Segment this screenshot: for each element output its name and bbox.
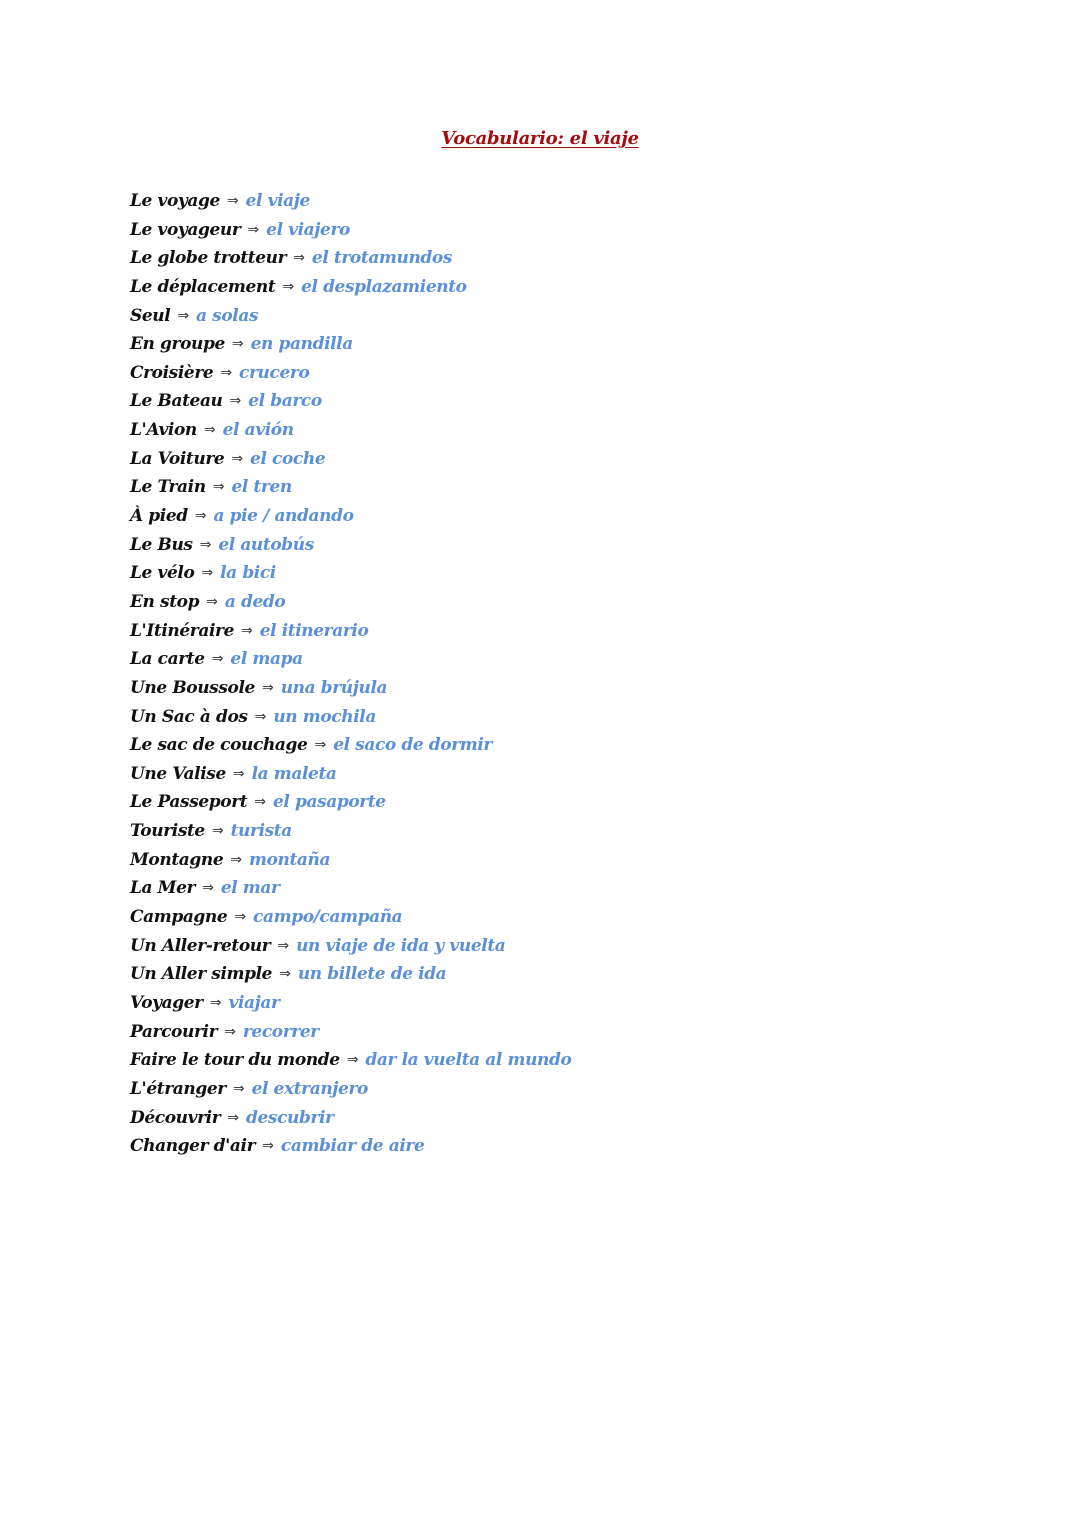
vocab-entry bbox=[130, 703, 571, 732]
french-term: L'Avion bbox=[130, 420, 197, 441]
arrow-icon: ⇒ bbox=[177, 307, 190, 324]
french-term: Touriste bbox=[130, 821, 205, 842]
arrow-icon: ⇒ bbox=[254, 794, 266, 811]
spanish-translation: el viajero bbox=[266, 219, 350, 240]
vocab-entry bbox=[130, 731, 571, 760]
spanish-translation: un mochila bbox=[273, 706, 376, 727]
arrow-icon: ⇒ bbox=[226, 193, 239, 209]
arrow-icon: ⇒ bbox=[211, 651, 224, 668]
arrow-icon: ⇒ bbox=[293, 250, 305, 267]
arrow-icon: ⇒ bbox=[209, 994, 222, 1011]
spanish-translation: la maleta bbox=[251, 763, 337, 784]
spanish-translation: recorrer bbox=[242, 1021, 319, 1042]
vocab-entry bbox=[130, 617, 571, 646]
arrow-icon: ⇒ bbox=[224, 1023, 236, 1040]
vocab-entry bbox=[130, 244, 571, 273]
vocab-entry bbox=[130, 302, 571, 331]
french-term: Une Boussole bbox=[130, 677, 255, 698]
french-term: Découvrir bbox=[130, 1107, 221, 1128]
french-term: En stop bbox=[130, 591, 200, 612]
vocab-entry bbox=[130, 502, 571, 531]
spanish-translation: el barco bbox=[248, 391, 322, 412]
arrow-icon: ⇒ bbox=[261, 679, 274, 696]
arrow-icon: ⇒ bbox=[206, 593, 218, 610]
arrow-icon: ⇒ bbox=[232, 765, 245, 782]
spanish-translation: la bici bbox=[220, 563, 276, 584]
vocab-entry bbox=[130, 788, 571, 817]
vocab-entry bbox=[130, 817, 571, 846]
arrow-icon: ⇒ bbox=[247, 221, 260, 238]
vocab-entry bbox=[130, 531, 571, 560]
vocab-entry bbox=[130, 645, 571, 674]
arrow-icon: ⇒ bbox=[279, 966, 291, 983]
vocab-entry bbox=[130, 874, 571, 903]
spanish-translation: campo/campaña bbox=[253, 907, 403, 928]
french-term: Un Aller-retour bbox=[130, 935, 271, 956]
french-term: La Voiture bbox=[130, 448, 225, 469]
arrow-icon: ⇒ bbox=[262, 1138, 274, 1155]
spanish-translation: el viaje bbox=[245, 191, 310, 211]
french-term: Le voyage bbox=[130, 191, 220, 211]
french-term: Une Valise bbox=[130, 763, 226, 784]
french-term: En groupe bbox=[130, 334, 225, 355]
french-term: À pied bbox=[130, 506, 188, 527]
french-term: L'Itinéraire bbox=[130, 620, 234, 641]
vocabulary-list bbox=[130, 187, 571, 1161]
vocab-entry bbox=[130, 960, 571, 989]
spanish-translation: el pasaporte bbox=[272, 792, 386, 813]
french-term: Campagne bbox=[130, 907, 228, 928]
arrow-icon: ⇒ bbox=[241, 622, 253, 639]
vocab-entry bbox=[130, 445, 571, 474]
spanish-translation: a solas bbox=[196, 305, 259, 326]
vocab-entry bbox=[130, 846, 571, 875]
spanish-translation: turista bbox=[230, 821, 292, 842]
spanish-translation: dar la vuelta al mundo bbox=[365, 1050, 572, 1071]
vocab-entry bbox=[130, 559, 571, 588]
arrow-icon: ⇒ bbox=[194, 508, 207, 525]
page-title: Vocabulario: el viaje bbox=[441, 128, 639, 149]
french-term: Parcourir bbox=[130, 1021, 218, 1042]
french-term: Le Bus bbox=[130, 534, 193, 555]
french-term: Le Train bbox=[130, 477, 206, 498]
vocab-entry bbox=[130, 273, 571, 302]
spanish-translation: el itinerario bbox=[259, 620, 369, 641]
french-term: Changer d'air bbox=[130, 1136, 256, 1157]
spanish-translation: el desplazamiento bbox=[301, 276, 467, 297]
french-term: Un Sac à dos bbox=[130, 706, 248, 727]
vocab-entry bbox=[130, 216, 571, 245]
vocab-entry bbox=[130, 760, 571, 789]
spanish-translation: el saco de dormir bbox=[333, 735, 492, 756]
arrow-icon: ⇒ bbox=[201, 565, 214, 582]
vocab-entry bbox=[130, 1132, 571, 1161]
arrow-icon: ⇒ bbox=[314, 737, 327, 754]
spanish-translation: el avión bbox=[222, 420, 294, 441]
spanish-translation: una brújula bbox=[280, 677, 388, 698]
vocab-entry bbox=[130, 1104, 571, 1133]
vocab-entry bbox=[130, 1018, 571, 1047]
french-term: Le voyageur bbox=[130, 219, 241, 240]
french-term: Croisière bbox=[130, 362, 214, 383]
arrow-icon: ⇒ bbox=[231, 450, 244, 467]
arrow-icon: ⇒ bbox=[230, 851, 242, 868]
french-term: Le globe trotteur bbox=[130, 248, 287, 269]
spanish-translation: a pie / andando bbox=[213, 506, 354, 527]
french-term: Le Passeport bbox=[130, 792, 248, 813]
french-term: Le Bateau bbox=[130, 391, 223, 412]
spanish-translation: un viaje de ida y vuelta bbox=[296, 935, 506, 956]
spanish-translation: el mar bbox=[220, 878, 280, 899]
spanish-translation: en pandilla bbox=[250, 334, 353, 355]
spanish-translation: el trotamundos bbox=[311, 248, 453, 269]
arrow-icon: ⇒ bbox=[202, 880, 214, 897]
arrow-icon: ⇒ bbox=[227, 1109, 239, 1126]
spanish-translation: descubrir bbox=[246, 1107, 334, 1128]
french-term: Voyager bbox=[130, 992, 203, 1013]
arrow-icon: ⇒ bbox=[203, 422, 216, 439]
french-term: La carte bbox=[130, 649, 205, 670]
arrow-icon: ⇒ bbox=[277, 937, 290, 954]
french-term: Un Aller simple bbox=[130, 964, 273, 985]
arrow-icon: ⇒ bbox=[346, 1052, 359, 1069]
spanish-translation: montaña bbox=[248, 849, 331, 870]
spanish-translation: un billete de ida bbox=[297, 964, 447, 985]
vocab-entry bbox=[130, 588, 571, 617]
french-term: La Mer bbox=[130, 878, 196, 899]
vocab-entry bbox=[130, 1075, 571, 1104]
spanish-translation: el mapa bbox=[230, 649, 303, 670]
vocab-entry bbox=[130, 330, 571, 359]
arrow-icon: ⇒ bbox=[282, 278, 295, 295]
vocab-entry bbox=[130, 989, 571, 1018]
vocab-entry bbox=[130, 359, 571, 388]
french-term: Seul bbox=[130, 305, 171, 326]
spanish-translation: el tren bbox=[231, 477, 292, 498]
french-term: Faire le tour du monde bbox=[130, 1050, 340, 1071]
vocab-entry bbox=[130, 473, 571, 502]
french-term: L'étranger bbox=[130, 1078, 226, 1099]
french-term: Le vélo bbox=[130, 563, 195, 584]
spanish-translation: viajar bbox=[228, 992, 280, 1013]
vocab-entry bbox=[130, 674, 571, 703]
arrow-icon: ⇒ bbox=[254, 708, 267, 725]
vocab-entry bbox=[130, 187, 571, 216]
french-term: Montagne bbox=[130, 849, 224, 870]
arrow-icon: ⇒ bbox=[212, 479, 225, 496]
arrow-icon: ⇒ bbox=[234, 909, 247, 926]
spanish-translation: cambiar de aire bbox=[280, 1136, 425, 1157]
vocab-entry bbox=[130, 932, 571, 961]
arrow-icon: ⇒ bbox=[220, 364, 233, 381]
vocab-entry bbox=[130, 903, 571, 932]
vocab-entry bbox=[130, 1046, 571, 1075]
arrow-icon: ⇒ bbox=[232, 1080, 245, 1097]
vocab-entry bbox=[130, 416, 571, 445]
french-term: Le déplacement bbox=[130, 276, 276, 297]
arrow-icon: ⇒ bbox=[229, 393, 242, 410]
vocab-entry bbox=[130, 387, 571, 416]
french-term: Le sac de couchage bbox=[130, 735, 308, 756]
spanish-translation: el extranjero bbox=[251, 1078, 368, 1099]
arrow-icon: ⇒ bbox=[199, 536, 212, 553]
arrow-icon: ⇒ bbox=[231, 336, 244, 353]
spanish-translation: el autobús bbox=[218, 534, 314, 555]
spanish-translation: a dedo bbox=[224, 591, 286, 612]
spanish-translation: el coche bbox=[250, 448, 326, 469]
spanish-translation: crucero bbox=[239, 362, 310, 383]
arrow-icon: ⇒ bbox=[211, 823, 224, 840]
